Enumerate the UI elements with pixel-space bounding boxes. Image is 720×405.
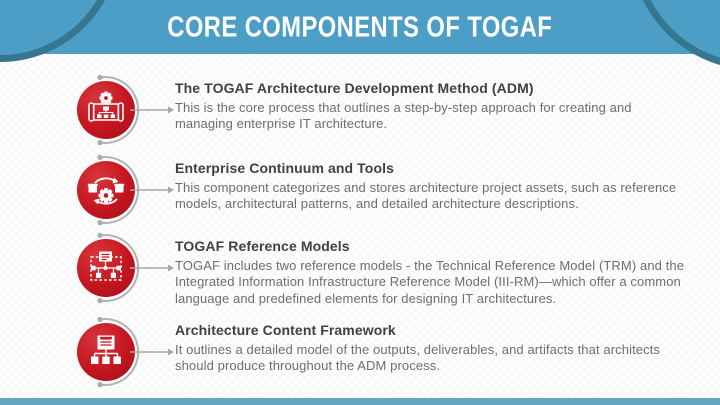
arrow-connector (130, 263, 174, 273)
continuum-gear-cycle-icon (84, 168, 128, 212)
item-description: This is the core process that outlines a step-by-step approach for creating and managing enterprise IT architecture. (175, 100, 632, 132)
content-framework-text-block (175, 322, 690, 375)
item-description: TOGAF includes two reference models - the Technical Reference Model (TRM) and the Integrated Information Infrastructure Reference Model (III-RM)—which offer a common language and predefined elements for designing IT architectures. (175, 258, 685, 306)
continuum-icon-unit (68, 152, 144, 228)
item-title: Enterprise Continuum and Tools (175, 160, 394, 176)
content-framework-icon-unit (68, 314, 144, 390)
reference-models-text-block (175, 238, 690, 307)
adm-text-block (175, 80, 690, 133)
adm-icon-circle (77, 81, 135, 139)
item-description: This component categorizes and stores architecture project assets, such as reference models, architectural patterns, and detailed architecture descriptions. (175, 180, 677, 212)
page-title (0, 0, 720, 54)
footer-accent-bar (0, 398, 720, 405)
content-framework-icon-circle (77, 323, 135, 381)
reference-models-icon-unit (68, 230, 144, 306)
item-title: TOGAF Reference Models (175, 238, 350, 254)
adm-scroll-gear-icon (84, 88, 128, 132)
reference-models-icon-circle (77, 239, 135, 297)
arrow-connector (130, 347, 174, 357)
continuum-text-block (175, 160, 690, 213)
page-title-text: CORE COMPONENTS OF TOGAF (167, 10, 553, 43)
reference-models-flowchart-icon (84, 246, 128, 290)
arrow-connector (130, 105, 174, 115)
adm-icon-unit (68, 72, 144, 148)
arrow-connector (130, 185, 174, 195)
item-title: The TOGAF Architecture Development Method (ADM) (175, 80, 534, 96)
continuum-icon-circle (77, 161, 135, 219)
content-framework-hierarchy-icon (84, 330, 128, 374)
item-description: It outlines a detailed model of the outputs, deliverables, and artifacts that architects should produce throughout the ADM process. (175, 342, 661, 374)
item-title: Architecture Content Framework (175, 322, 396, 338)
